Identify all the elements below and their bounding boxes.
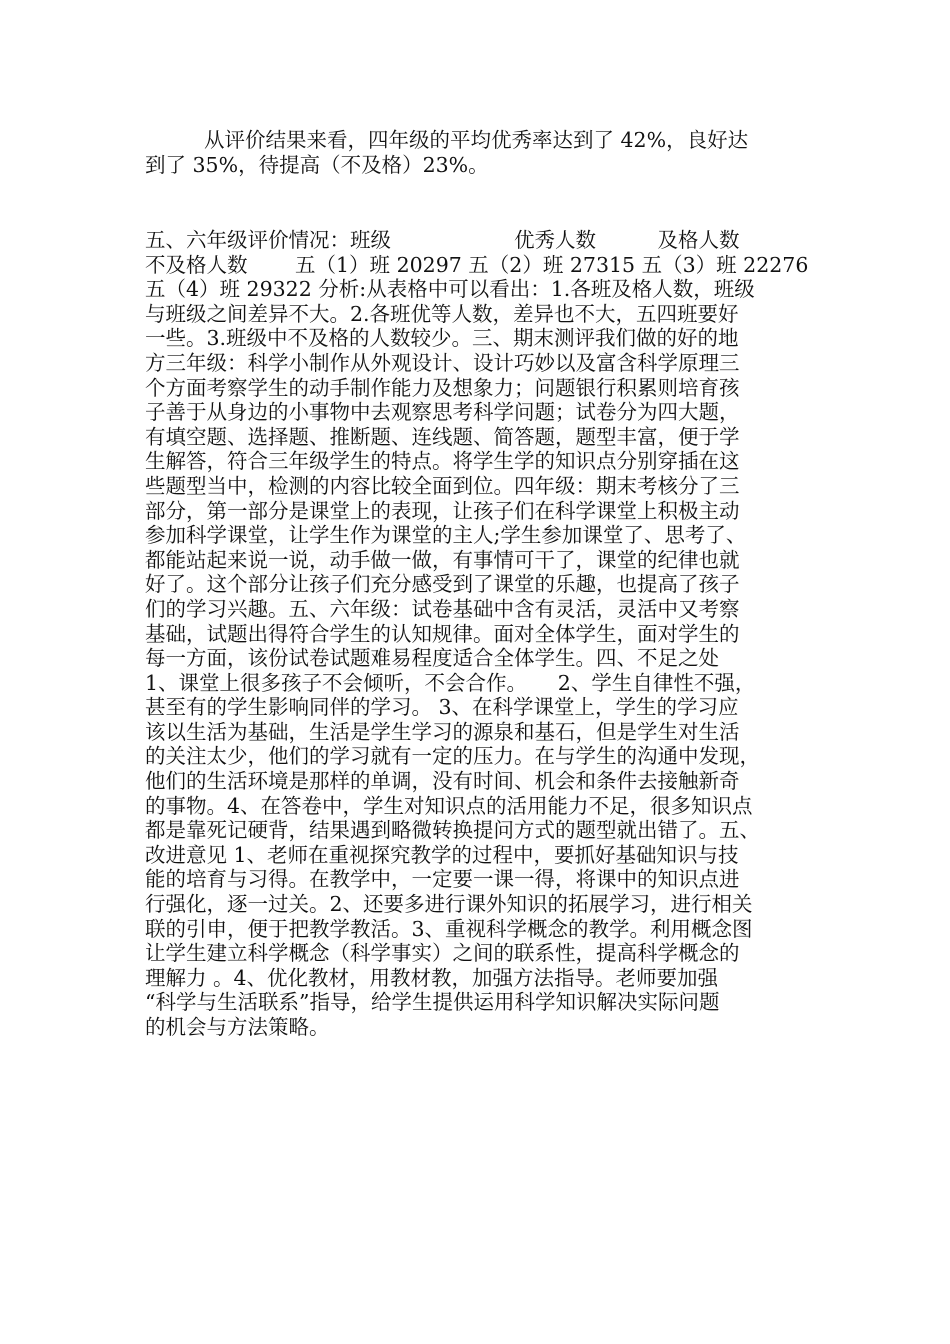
text-line: 都是靠死记硬背，结果遇到略微转换提问方式的题型就出错了。五、 <box>145 818 760 843</box>
text-line: 让学生建立科学概念（科学事实）之间的联系性，提高科学概念的 <box>145 941 740 966</box>
text-line: 该以生活为基础，生活是学生学习的源泉和基石，但是学生对生活 <box>145 719 740 744</box>
text-line: 些题型当中，检测的内容比较全面到位。四年级：期末考核分了三 <box>145 473 740 498</box>
evaluation-summary-paragraph <box>145 128 825 177</box>
text-line: 的事物。4、在答卷中，学生对知识点的活用能力不足，很多知识点 <box>145 793 753 818</box>
text-line: 理解力 。4、优化教材，用教材教，加强方法指导。老师要加强 <box>145 965 719 990</box>
text-line: 的关注太少，他们的学习就有一定的压力。在与学生的沟通中发现， <box>145 744 760 769</box>
text-line: 基础，试题出得符合学生的认知规律。面对全体学生，面对学生的 <box>145 621 740 646</box>
text-line: 都能站起来说一说，动手做一做，有事情可干了，课堂的纪律也就 <box>145 547 740 572</box>
text-line: 每一方面，该份试卷试题难易程度适合全体学生。四、不足之处 <box>145 646 719 671</box>
text-line: 改进意见 1、老师在重视探究教学的过程中，要抓好基础知识与技 <box>145 842 739 867</box>
text-line: “科学与生活联系”指导，给学生提供运用科学知识解决实际问题 <box>145 990 720 1015</box>
text-line: 五（4）班 29322 分析:从表格中可以看出：1.各班及格人数，班级 <box>145 277 755 302</box>
text-line: 子善于从身边的小事物中去观察思考科学问题；试卷分为四大题， <box>145 400 740 425</box>
text-line: 1、课堂上很多孩子不会倾听，不会合作。 2、学生自律性不强， <box>145 670 756 695</box>
text-line: 一些。3.班级中不及格的人数较少。三、期末测评我们做的好的地 <box>145 326 739 351</box>
text-line: 有填空题、选择题、推断题、连线题、简答题，题型丰富，便于学 <box>145 424 740 449</box>
text-line: 五、六年级评价情况：班级 优秀人数 及格人数 <box>145 228 740 252</box>
text-line: 生解答，符合三年级学生的特点。将学生学的知识点分别穿插在这 <box>145 449 740 474</box>
text-line: 个方面考察学生的动手制作能力及想象力；问题银行积累则培育孩 <box>145 375 740 400</box>
text-line: 行强化，逐一过关。2、还要多进行课外知识的拓展学习，进行相关 <box>145 892 753 917</box>
text-line: 参加科学课堂，让学生作为课堂的主人;学生参加课堂了、思考了、 <box>145 523 747 548</box>
text-line: 甚至有的学生影响同伴的学习。 3、在科学课堂上，学生的学习应 <box>145 695 739 720</box>
text-line: 好了。这个部分让孩子们充分感受到了课堂的乐趣，也提高了孩子 <box>145 572 740 597</box>
text-line: 们的学习兴趣。五、六年级：试卷基础中含有灵活，灵活中又考察 <box>145 596 740 621</box>
text-line: 从评价结果来看，四年级的平均优秀率达到了 42%，良好达 <box>204 128 749 152</box>
text-line: 能的培育与习得。在教学中，一定要一课一得，将课中的知识点进 <box>145 867 740 892</box>
grade-evaluation-paragraph <box>145 228 825 1040</box>
text-line: 与班级之间差异不大。2.各班优等人数，差异也不大，五四班要好 <box>145 301 739 326</box>
text-line: 的机会与方法策略。 <box>145 1015 330 1039</box>
text-line: 联的引申，便于把教学教活。3、重视科学概念的教学。利用概念图 <box>145 916 753 941</box>
text-line: 不及格人数 五（1）班 20297 五（2）班 27315 五（3）班 22276 <box>145 252 809 277</box>
text-line: 到了 35%，待提高（不及格）23%。 <box>145 152 489 177</box>
text-line: 部分，第一部分是课堂上的表现，让孩子们在科学课堂上积极主动 <box>145 498 740 523</box>
text-line: 方三年级：科学小制作从外观设计、设计巧妙以及富含科学原理三 <box>145 350 740 375</box>
text-line: 他们的生活环境是那样的单调，没有时间、机会和条件去接触新奇 <box>145 769 740 794</box>
